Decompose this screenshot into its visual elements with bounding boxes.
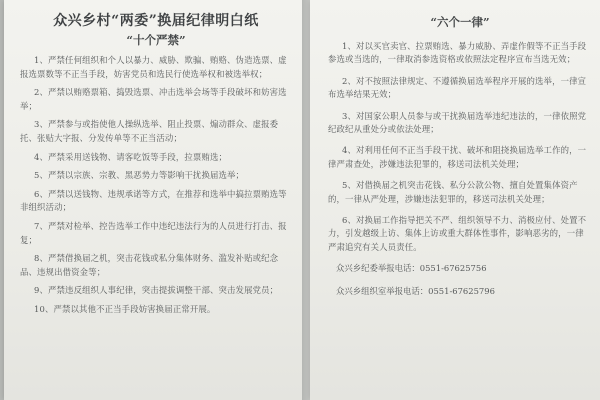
rule-item: 3、对国家公职人员参与或干扰换届选举违纪违法的，一律依照党纪政纪从重处分或依法处理； <box>328 110 587 135</box>
report-contacts <box>328 262 592 298</box>
prohibition-item: 9、严禁违反组织人事纪律，突击提拔调整干部、突击发展党员； <box>34 285 279 296</box>
prohibition-item: 2、严禁以贿赂票箱、捣毁选票、冲击选举会场等手段破坏和妨害选举； <box>20 87 287 111</box>
prohibition-item: 4、严禁采用送钱物、请客吃饭等手段，拉票贿选； <box>34 151 228 162</box>
prohibition-item: 10、严禁以其他不正当手段妨害换届正常开展。 <box>34 303 216 314</box>
rule-item: 5、对借换届之机突击花钱、私分公款公物、擅自处置集体资产的，一律从严处理，涉嫌违法犯罪的，移送司法机关处理； <box>328 180 578 204</box>
document-title: 众兴乡村“两委”换届纪律明白纸 <box>53 13 259 29</box>
rule-item: 4、对利用任何不正当手段干扰、破坏和阻挠换届选举工作的，一律严肃查处，涉嫌违法犯罪的，移送司法机关处理； <box>328 145 587 169</box>
prohibition-item: 6、严禁以送钱物、违规承诺等方式，在推荐和选举中搞拉票贿选等非组织活动； <box>20 188 287 213</box>
rule-item: 6、对换届工作指导把关不严、组织领导不力、消极应付、处置不力，引发越级上访、集体上访或重大群体性事件，影响恶劣的，一律严肃追究有关人员责任。 <box>328 215 587 252</box>
right-paper-sheet <box>310 0 600 400</box>
rule-item: 1、对以买官卖官、拉票贿选、暴力威胁、弄虚作假等不正当手段参选或当选的，一律取消参选资格或依照法定程序宣布当选无效； <box>328 41 587 65</box>
six-rules-list <box>328 40 592 254</box>
ten-prohibitions-list <box>20 54 292 317</box>
ten-prohibitions-heading: “十个严禁” <box>126 33 186 47</box>
prohibition-item: 7、严禁对检举、控告选举工作中违纪违法行为的人员进行打击、报复； <box>20 220 287 245</box>
prohibition-item: 5、严禁以宗族、宗教、黑恶势力等影响干扰换届选举； <box>34 170 245 181</box>
prohibition-item: 1、严禁任何组织和个人以暴力、威胁、欺骗、贿赂、伪造选票、虚报选票数等不正当手段，妨害党员和选民行使选举权和被选举权； <box>20 55 287 79</box>
rule-item: 2、对不按照法律规定、不遵循换届选举程序开展的选举，一律宣布选举结果无效； <box>328 75 587 100</box>
page-gutter <box>302 0 310 400</box>
six-rules-heading: “六个一律” <box>430 15 490 29</box>
left-paper-sheet <box>4 0 302 400</box>
discipline-hotline: 众兴乡纪委举报电话：0551-67625756 <box>336 263 487 274</box>
prohibition-item: 3、严禁参与或指使他人操纵选举、阻止投票、煽动群众、虚报委托、张贴大字报、分发传单等不正当活动； <box>20 119 279 143</box>
prohibition-item: 8、严禁借换届之机，突击花钱或私分集体财务、滥发补贴或纪念品、违规出借资金等； <box>20 253 279 277</box>
organization-hotline: 众兴乡组织室举报电话：0551-67625796 <box>336 286 495 297</box>
